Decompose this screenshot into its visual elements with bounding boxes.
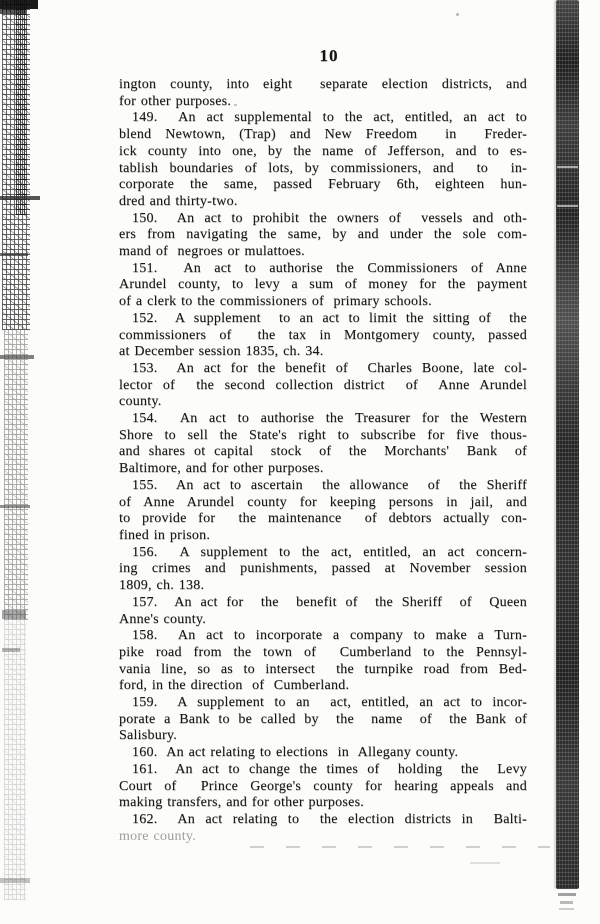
scan-artifact-left-strip-low bbox=[4, 620, 26, 900]
text-line: 158. An act to incorporate a company to make a Turn- bbox=[132, 628, 527, 644]
act-entry-161 bbox=[119, 762, 527, 812]
text-line: ick county into one, by the name of Jefferson, and to es- bbox=[119, 143, 527, 159]
text-line: of a clerk to the commissioners of primary schools. bbox=[119, 294, 432, 310]
text-line: ford, in the direction of Cumberland. bbox=[119, 678, 350, 694]
act-entry-160 bbox=[119, 745, 527, 762]
text-line: Shore to sell the State's right to subscribe for five thous- bbox=[119, 427, 527, 443]
act-entry-162 bbox=[119, 812, 527, 845]
text-line: Salisbury. bbox=[119, 728, 177, 744]
text-line: 154. An act to authorise the Treasurer for the Western bbox=[132, 411, 527, 427]
text-line: ers from navigating the same, by and under the sole com- bbox=[119, 227, 527, 243]
text-line: pike road from the town of Cumberland to the Pennsyl- bbox=[119, 644, 527, 660]
scan-artifact-band-tail bbox=[558, 893, 576, 896]
scan-artifact-dash bbox=[0, 253, 28, 256]
text-line: 160. An act relating to elections in Allegany county. bbox=[132, 745, 459, 761]
text-line: dred and thirty-two. bbox=[119, 193, 238, 209]
text-line: 156. A supplement to the act, entitled, an act concern- bbox=[132, 544, 527, 560]
text-line: to provide for the maintenance of debtors actually con- bbox=[119, 511, 527, 527]
text-line: county. bbox=[119, 394, 162, 410]
scan-artifact-band-gap bbox=[557, 205, 578, 207]
text-line: 159. A supplement to an act, entitled, an act to incor- bbox=[132, 695, 527, 711]
text-line: blend Newtown, (Trap) and New Freedom in Freder- bbox=[119, 127, 527, 143]
text-line: vania line, so as to intersect the turnpike road from Bed- bbox=[119, 661, 527, 677]
text-line: Anne's county. bbox=[119, 611, 206, 627]
text-line: fined in prison. bbox=[119, 527, 211, 543]
act-entry-152 bbox=[119, 311, 527, 361]
scan-artifact-band-gap bbox=[557, 166, 578, 168]
text-line: of Anne Arundel county for keeping persons in jail, and bbox=[119, 494, 527, 510]
act-entry-149 bbox=[119, 110, 527, 210]
text-line: mand of negroes or mulattoes. bbox=[119, 244, 305, 260]
text-line: 162. An act relating to the election districts in Balti- bbox=[132, 811, 527, 827]
text-line: 153. An act for the benefit of Charles Boone, late col- bbox=[132, 360, 527, 376]
scan-artifact-dash bbox=[0, 505, 30, 508]
act-entry-157 bbox=[119, 595, 527, 628]
text-line: 157. An act for the benefit of the Sheriff of Queen bbox=[132, 594, 527, 610]
text-line: and shares ot capital stock of the Morchants' Bank of bbox=[119, 444, 527, 460]
scan-artifact-dash bbox=[0, 355, 34, 359]
text-line: corporate the same, passed February 6th, eighteen hun- bbox=[119, 177, 527, 193]
text-line: 161. An act to change the times of holding the Levy bbox=[132, 761, 527, 777]
text-line: 155. An act to ascertain the allowance of the Sheriff bbox=[132, 477, 527, 493]
text-line: ington county, into eight separate election districts, and bbox=[119, 77, 527, 92]
text-line: 149. An act supplemental to the act, entitled, an act to bbox=[132, 110, 527, 126]
act-entry-154 bbox=[119, 411, 527, 478]
text-line: Arundel county, to levy a sum of money for the payment bbox=[119, 277, 527, 293]
text-line: porate a Bank to be called by the name of the Bank of bbox=[119, 711, 527, 727]
text-line: commissioners of the tax in Montgomery county, passed bbox=[119, 327, 527, 343]
continuation-paragraph bbox=[119, 77, 527, 110]
scan-artifact-left-strip-mid bbox=[4, 330, 28, 620]
act-entry-156 bbox=[119, 545, 527, 595]
text-line: Baltimore, and for other purposes. bbox=[119, 461, 324, 477]
act-entry-155 bbox=[119, 478, 527, 545]
page-number: 10 bbox=[319, 46, 339, 65]
text-block bbox=[119, 77, 527, 845]
text-line: making transfers, and for other purposes. bbox=[119, 795, 365, 811]
text-line: more county. bbox=[119, 828, 196, 844]
act-entry-159 bbox=[119, 695, 527, 745]
text-line: ing crimes and punishments, passed at November session bbox=[119, 561, 527, 577]
text-line: 1809, ch. 138. bbox=[119, 578, 205, 594]
act-entry-153 bbox=[119, 361, 527, 411]
scan-artifact-dash bbox=[2, 648, 20, 652]
scan-artifact-smudge bbox=[470, 862, 500, 864]
scan-artifact-dash bbox=[2, 610, 26, 619]
scan-artifact-dash bbox=[0, 878, 30, 883]
scan-artifact-band-tail bbox=[560, 901, 573, 904]
scan-artifact-band-tail bbox=[559, 908, 574, 910]
text-line: 150. An act to prohibit the owners of vessels and oth- bbox=[132, 210, 527, 226]
act-entry-150 bbox=[119, 211, 527, 261]
text-line: 151. An act to authorise the Commissioners of Anne bbox=[132, 260, 527, 276]
text-line: Court of Prince George's county for hearing appeals and bbox=[119, 778, 527, 794]
scan-artifact-left-strip-dense bbox=[16, 0, 27, 215]
text-line: for other purposes. bbox=[119, 93, 232, 109]
scan-artifact-dash bbox=[0, 196, 40, 200]
text-line: lector of the second collection district of Anne Arundel bbox=[119, 377, 527, 393]
act-entry-158 bbox=[119, 628, 527, 695]
act-entry-151 bbox=[119, 261, 527, 311]
text-line: tablish boundaries of lots, by commissioners, and to in- bbox=[119, 160, 527, 176]
scan-artifact-right-band bbox=[556, 0, 579, 889]
scan-artifact-dot bbox=[456, 13, 459, 16]
text-line: 152. A supplement to an act to limit the sitting of the bbox=[132, 310, 527, 326]
scan-artifact-smudge-row bbox=[250, 846, 550, 848]
text-line: at December session 1835, ch. 34. bbox=[119, 344, 324, 360]
